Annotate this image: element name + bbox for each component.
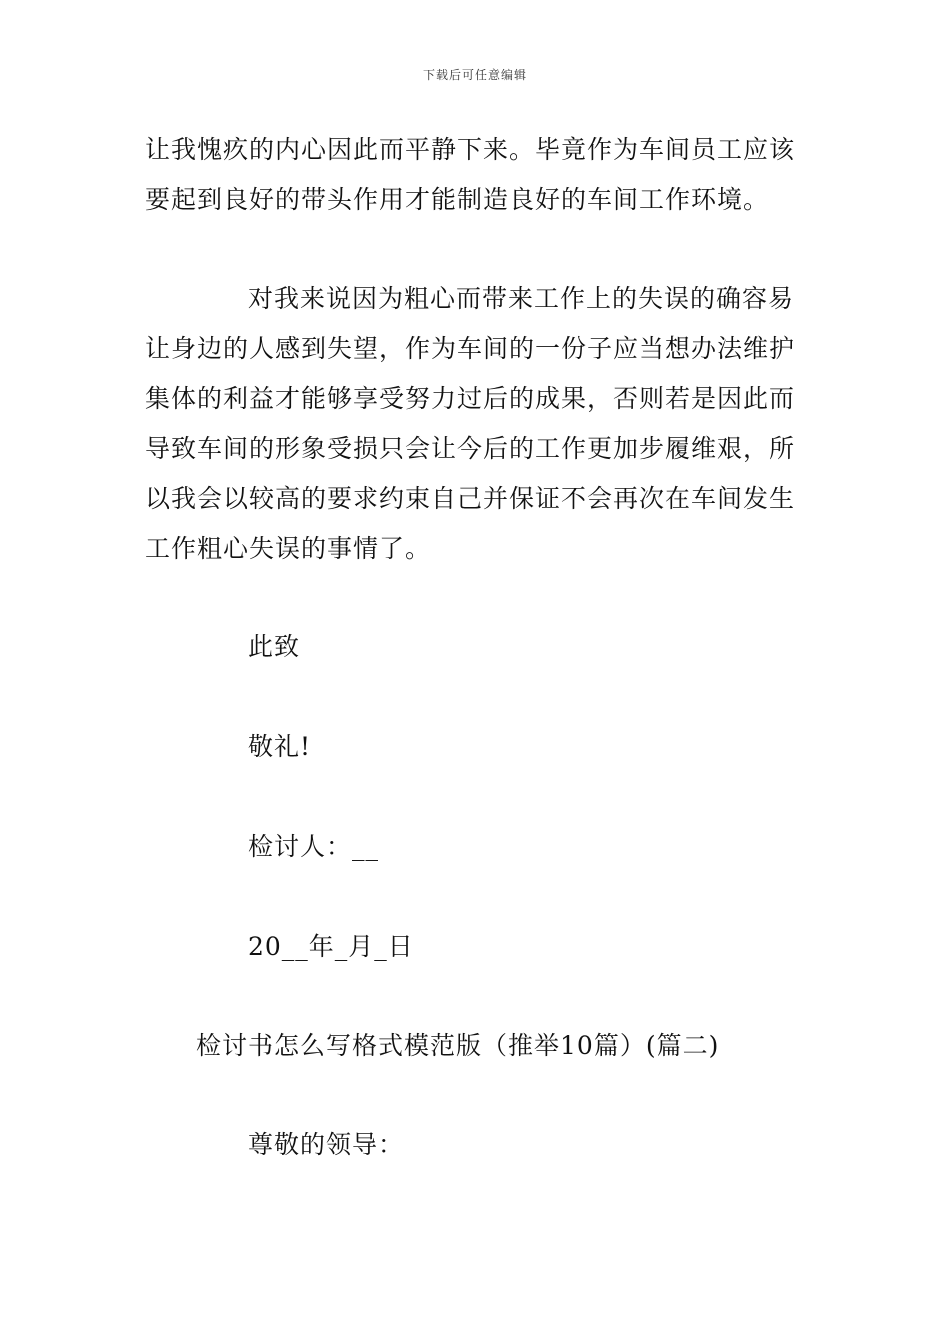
salutation: 尊敬的领导：	[248, 1130, 405, 1159]
paragraph-line: 对我来说因为粗心而带来工作上的失误的确容易	[248, 284, 795, 313]
paragraph-line: 让我愧疚的内心因此而平静下来。毕竟作为车间员工应该	[145, 135, 796, 164]
section-title: 检讨书怎么写格式模范版（推举10篇）(篇二)	[196, 1031, 720, 1060]
paragraph-line: 导致车间的形象受损只会让今后的工作更加步履维艰，所	[145, 434, 796, 463]
page-header: 下载后可任意编辑	[422, 68, 527, 82]
closing-cizhi: 此致	[248, 632, 301, 661]
closing-jingli: 敬礼!	[248, 732, 312, 761]
signer-line: 检讨人：__	[248, 832, 380, 861]
date-line: 20__年_月_日	[248, 932, 414, 961]
paragraph-line: 让身边的人感到失望，作为车间的一份子应当想办法维护	[145, 334, 796, 363]
paragraph-line: 集体的利益才能够享受努力过后的成果，否则若是因此而	[145, 384, 796, 413]
paragraph-line: 要起到良好的带头作用才能制造良好的车间工作环境。	[145, 185, 770, 214]
paragraph-line: 工作粗心失误的事情了。	[145, 534, 432, 563]
paragraph-line: 以我会以较高的要求约束自己并保证不会再次在车间发生	[145, 484, 796, 513]
